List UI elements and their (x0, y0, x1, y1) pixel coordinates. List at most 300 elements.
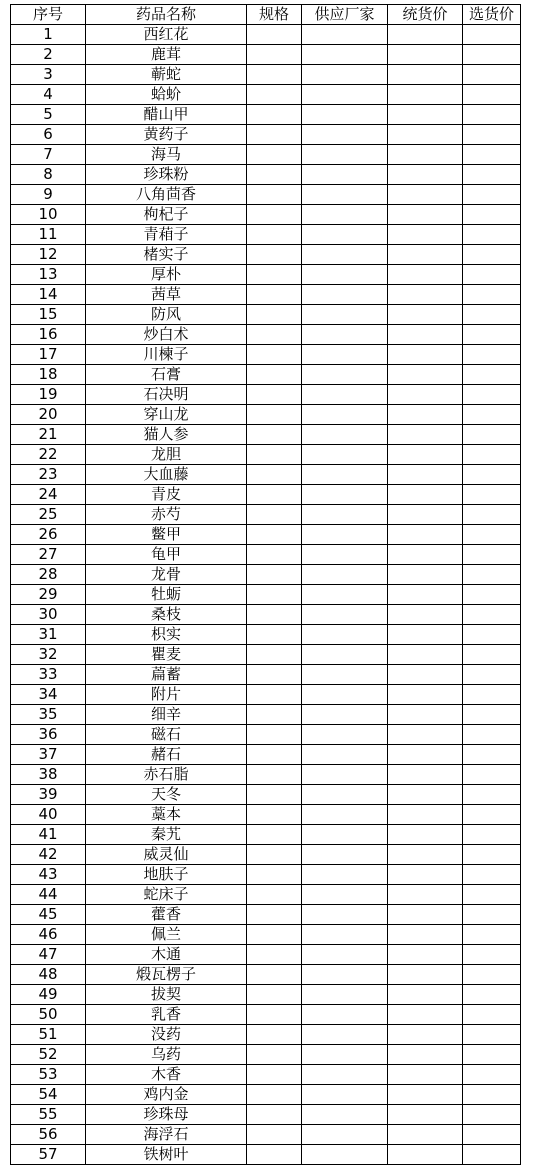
cell-selected-price[interactable] (463, 345, 521, 365)
cell-medicine-name[interactable]: 附片 (86, 685, 247, 705)
cell-selected-price[interactable] (463, 865, 521, 885)
cell-selected-price[interactable] (463, 325, 521, 345)
cell-serial-number[interactable]: 23 (11, 465, 86, 485)
cell-medicine-name[interactable]: 牡蛎 (86, 585, 247, 605)
cell-selected-price[interactable] (463, 1025, 521, 1045)
cell-selected-price[interactable] (463, 665, 521, 685)
cell-specification[interactable] (247, 165, 302, 185)
cell-serial-number[interactable]: 9 (11, 185, 86, 205)
cell-medicine-name[interactable]: 楮实子 (86, 245, 247, 265)
cell-unified-price[interactable] (388, 485, 463, 505)
cell-medicine-name[interactable]: 珍珠粉 (86, 165, 247, 185)
cell-unified-price[interactable] (388, 845, 463, 865)
cell-serial-number[interactable]: 49 (11, 985, 86, 1005)
cell-serial-number[interactable]: 1 (11, 25, 86, 45)
cell-unified-price[interactable] (388, 625, 463, 645)
cell-supplier[interactable] (302, 285, 388, 305)
cell-unified-price[interactable] (388, 785, 463, 805)
cell-specification[interactable] (247, 325, 302, 345)
cell-supplier[interactable] (302, 485, 388, 505)
cell-specification[interactable] (247, 985, 302, 1005)
cell-specification[interactable] (247, 605, 302, 625)
cell-specification[interactable] (247, 1045, 302, 1065)
cell-serial-number[interactable]: 14 (11, 285, 86, 305)
cell-unified-price[interactable] (388, 1065, 463, 1085)
cell-supplier[interactable] (302, 1045, 388, 1065)
cell-medicine-name[interactable]: 鸡内金 (86, 1085, 247, 1105)
cell-supplier[interactable] (302, 885, 388, 905)
cell-medicine-name[interactable]: 细辛 (86, 705, 247, 725)
cell-unified-price[interactable] (388, 1125, 463, 1145)
cell-medicine-name[interactable]: 乌药 (86, 1045, 247, 1065)
cell-serial-number[interactable]: 40 (11, 805, 86, 825)
cell-serial-number[interactable]: 33 (11, 665, 86, 685)
cell-medicine-name[interactable]: 磁石 (86, 725, 247, 745)
cell-supplier[interactable] (302, 705, 388, 725)
cell-supplier[interactable] (302, 465, 388, 485)
cell-specification[interactable] (247, 465, 302, 485)
cell-specification[interactable] (247, 1105, 302, 1125)
cell-medicine-name[interactable]: 木通 (86, 945, 247, 965)
cell-serial-number[interactable]: 30 (11, 605, 86, 625)
cell-selected-price[interactable] (463, 1045, 521, 1065)
cell-selected-price[interactable] (463, 725, 521, 745)
header-unified-price[interactable]: 统货价 (388, 5, 463, 25)
cell-medicine-name[interactable]: 珍珠母 (86, 1105, 247, 1125)
cell-specification[interactable] (247, 25, 302, 45)
cell-serial-number[interactable]: 52 (11, 1045, 86, 1065)
cell-unified-price[interactable] (388, 925, 463, 945)
cell-selected-price[interactable] (463, 885, 521, 905)
cell-medicine-name[interactable]: 防风 (86, 305, 247, 325)
cell-unified-price[interactable] (388, 605, 463, 625)
cell-unified-price[interactable] (388, 125, 463, 145)
cell-specification[interactable] (247, 925, 302, 945)
cell-specification[interactable] (247, 825, 302, 845)
cell-serial-number[interactable]: 35 (11, 705, 86, 725)
cell-specification[interactable] (247, 65, 302, 85)
cell-supplier[interactable] (302, 965, 388, 985)
cell-unified-price[interactable] (388, 25, 463, 45)
cell-specification[interactable] (247, 845, 302, 865)
cell-supplier[interactable] (302, 405, 388, 425)
cell-medicine-name[interactable]: 枳实 (86, 625, 247, 645)
cell-specification[interactable] (247, 585, 302, 605)
cell-medicine-name[interactable]: 厚朴 (86, 265, 247, 285)
cell-medicine-name[interactable]: 海马 (86, 145, 247, 165)
cell-selected-price[interactable] (463, 225, 521, 245)
cell-specification[interactable] (247, 745, 302, 765)
cell-medicine-name[interactable]: 赤芍 (86, 505, 247, 525)
cell-selected-price[interactable] (463, 65, 521, 85)
cell-serial-number[interactable]: 46 (11, 925, 86, 945)
cell-serial-number[interactable]: 39 (11, 785, 86, 805)
cell-medicine-name[interactable]: 威灵仙 (86, 845, 247, 865)
cell-serial-number[interactable]: 21 (11, 425, 86, 445)
cell-serial-number[interactable]: 51 (11, 1025, 86, 1045)
cell-serial-number[interactable]: 26 (11, 525, 86, 545)
cell-medicine-name[interactable]: 青葙子 (86, 225, 247, 245)
cell-medicine-name[interactable]: 赤石脂 (86, 765, 247, 785)
cell-selected-price[interactable] (463, 585, 521, 605)
cell-serial-number[interactable]: 28 (11, 565, 86, 585)
cell-unified-price[interactable] (388, 385, 463, 405)
cell-serial-number[interactable]: 7 (11, 145, 86, 165)
header-selected-price[interactable]: 选货价 (463, 5, 521, 25)
cell-supplier[interactable] (302, 745, 388, 765)
cell-supplier[interactable] (302, 365, 388, 385)
cell-serial-number[interactable]: 47 (11, 945, 86, 965)
cell-selected-price[interactable] (463, 745, 521, 765)
cell-selected-price[interactable] (463, 125, 521, 145)
cell-specification[interactable] (247, 685, 302, 705)
cell-supplier[interactable] (302, 845, 388, 865)
cell-specification[interactable] (247, 45, 302, 65)
cell-supplier[interactable] (302, 725, 388, 745)
cell-serial-number[interactable]: 43 (11, 865, 86, 885)
cell-unified-price[interactable] (388, 345, 463, 365)
cell-unified-price[interactable] (388, 945, 463, 965)
cell-supplier[interactable] (302, 105, 388, 125)
cell-serial-number[interactable]: 12 (11, 245, 86, 265)
cell-serial-number[interactable]: 15 (11, 305, 86, 325)
cell-serial-number[interactable]: 24 (11, 485, 86, 505)
cell-unified-price[interactable] (388, 905, 463, 925)
cell-specification[interactable] (247, 105, 302, 125)
cell-selected-price[interactable] (463, 365, 521, 385)
cell-specification[interactable] (247, 505, 302, 525)
cell-specification[interactable] (247, 385, 302, 405)
cell-specification[interactable] (247, 945, 302, 965)
cell-selected-price[interactable] (463, 25, 521, 45)
cell-unified-price[interactable] (388, 1025, 463, 1045)
cell-supplier[interactable] (302, 565, 388, 585)
cell-medicine-name[interactable]: 拔契 (86, 985, 247, 1005)
cell-unified-price[interactable] (388, 565, 463, 585)
cell-supplier[interactable] (302, 1125, 388, 1145)
cell-serial-number[interactable]: 31 (11, 625, 86, 645)
cell-supplier[interactable] (302, 145, 388, 165)
cell-medicine-name[interactable]: 黄药子 (86, 125, 247, 145)
cell-specification[interactable] (247, 485, 302, 505)
cell-supplier[interactable] (302, 545, 388, 565)
cell-specification[interactable] (247, 85, 302, 105)
cell-unified-price[interactable] (388, 1105, 463, 1125)
cell-specification[interactable] (247, 185, 302, 205)
cell-serial-number[interactable]: 34 (11, 685, 86, 705)
cell-unified-price[interactable] (388, 225, 463, 245)
cell-serial-number[interactable]: 48 (11, 965, 86, 985)
cell-serial-number[interactable]: 41 (11, 825, 86, 845)
cell-serial-number[interactable]: 57 (11, 1145, 86, 1165)
cell-medicine-name[interactable]: 龙骨 (86, 565, 247, 585)
cell-serial-number[interactable]: 11 (11, 225, 86, 245)
cell-specification[interactable] (247, 1065, 302, 1085)
cell-selected-price[interactable] (463, 165, 521, 185)
cell-supplier[interactable] (302, 785, 388, 805)
cell-serial-number[interactable]: 27 (11, 545, 86, 565)
cell-unified-price[interactable] (388, 665, 463, 685)
cell-medicine-name[interactable]: 地肤子 (86, 865, 247, 885)
cell-medicine-name[interactable]: 木香 (86, 1065, 247, 1085)
cell-supplier[interactable] (302, 325, 388, 345)
header-specification[interactable]: 规格 (247, 5, 302, 25)
cell-serial-number[interactable]: 2 (11, 45, 86, 65)
cell-specification[interactable] (247, 285, 302, 305)
cell-selected-price[interactable] (463, 1065, 521, 1085)
cell-medicine-name[interactable]: 桑枝 (86, 605, 247, 625)
cell-unified-price[interactable] (388, 865, 463, 885)
cell-supplier[interactable] (302, 125, 388, 145)
cell-supplier[interactable] (302, 825, 388, 845)
cell-supplier[interactable] (302, 945, 388, 965)
cell-serial-number[interactable]: 55 (11, 1105, 86, 1125)
cell-specification[interactable] (247, 1125, 302, 1145)
cell-unified-price[interactable] (388, 1045, 463, 1065)
cell-specification[interactable] (247, 145, 302, 165)
cell-unified-price[interactable] (388, 365, 463, 385)
cell-unified-price[interactable] (388, 705, 463, 725)
cell-serial-number[interactable]: 36 (11, 725, 86, 745)
cell-unified-price[interactable] (388, 65, 463, 85)
cell-specification[interactable] (247, 905, 302, 925)
cell-specification[interactable] (247, 345, 302, 365)
cell-medicine-name[interactable]: 蛇床子 (86, 885, 247, 905)
cell-supplier[interactable] (302, 665, 388, 685)
cell-medicine-name[interactable]: 蛤蚧 (86, 85, 247, 105)
cell-supplier[interactable] (302, 645, 388, 665)
cell-unified-price[interactable] (388, 525, 463, 545)
cell-selected-price[interactable] (463, 445, 521, 465)
cell-supplier[interactable] (302, 65, 388, 85)
cell-unified-price[interactable] (388, 105, 463, 125)
cell-medicine-name[interactable]: 西红花 (86, 25, 247, 45)
cell-selected-price[interactable] (463, 765, 521, 785)
cell-medicine-name[interactable]: 天冬 (86, 785, 247, 805)
cell-selected-price[interactable] (463, 685, 521, 705)
cell-specification[interactable] (247, 865, 302, 885)
cell-selected-price[interactable] (463, 965, 521, 985)
cell-selected-price[interactable] (463, 265, 521, 285)
cell-supplier[interactable] (302, 1005, 388, 1025)
cell-selected-price[interactable] (463, 105, 521, 125)
cell-medicine-name[interactable]: 石膏 (86, 365, 247, 385)
cell-serial-number[interactable]: 56 (11, 1125, 86, 1145)
cell-unified-price[interactable] (388, 1085, 463, 1105)
cell-specification[interactable] (247, 225, 302, 245)
cell-supplier[interactable] (302, 445, 388, 465)
cell-specification[interactable] (247, 425, 302, 445)
cell-supplier[interactable] (302, 505, 388, 525)
cell-unified-price[interactable] (388, 885, 463, 905)
cell-medicine-name[interactable]: 海浮石 (86, 1125, 247, 1145)
cell-unified-price[interactable] (388, 405, 463, 425)
cell-unified-price[interactable] (388, 185, 463, 205)
header-serial-number[interactable]: 序号 (11, 5, 86, 25)
cell-supplier[interactable] (302, 625, 388, 645)
cell-unified-price[interactable] (388, 745, 463, 765)
cell-specification[interactable] (247, 365, 302, 385)
cell-selected-price[interactable] (463, 405, 521, 425)
cell-specification[interactable] (247, 545, 302, 565)
header-medicine-name[interactable]: 药品名称 (86, 5, 247, 25)
cell-supplier[interactable] (302, 805, 388, 825)
cell-medicine-name[interactable]: 鹿茸 (86, 45, 247, 65)
cell-serial-number[interactable]: 54 (11, 1085, 86, 1105)
cell-selected-price[interactable] (463, 185, 521, 205)
cell-serial-number[interactable]: 18 (11, 365, 86, 385)
cell-selected-price[interactable] (463, 905, 521, 925)
cell-specification[interactable] (247, 245, 302, 265)
cell-specification[interactable] (247, 405, 302, 425)
cell-medicine-name[interactable]: 佩兰 (86, 925, 247, 945)
cell-selected-price[interactable] (463, 785, 521, 805)
cell-selected-price[interactable] (463, 645, 521, 665)
cell-unified-price[interactable] (388, 85, 463, 105)
cell-selected-price[interactable] (463, 805, 521, 825)
cell-medicine-name[interactable]: 大血藤 (86, 465, 247, 485)
cell-medicine-name[interactable]: 藁本 (86, 805, 247, 825)
cell-serial-number[interactable]: 53 (11, 1065, 86, 1085)
cell-unified-price[interactable] (388, 585, 463, 605)
cell-specification[interactable] (247, 205, 302, 225)
cell-supplier[interactable] (302, 345, 388, 365)
cell-medicine-name[interactable]: 龟甲 (86, 545, 247, 565)
cell-unified-price[interactable] (388, 1005, 463, 1025)
cell-specification[interactable] (247, 965, 302, 985)
cell-selected-price[interactable] (463, 625, 521, 645)
cell-serial-number[interactable]: 5 (11, 105, 86, 125)
cell-specification[interactable] (247, 885, 302, 905)
cell-medicine-name[interactable]: 乳香 (86, 1005, 247, 1025)
cell-specification[interactable] (247, 1085, 302, 1105)
cell-selected-price[interactable] (463, 1005, 521, 1025)
cell-serial-number[interactable]: 45 (11, 905, 86, 925)
cell-supplier[interactable] (302, 185, 388, 205)
cell-unified-price[interactable] (388, 645, 463, 665)
cell-selected-price[interactable] (463, 925, 521, 945)
cell-serial-number[interactable]: 22 (11, 445, 86, 465)
cell-supplier[interactable] (302, 425, 388, 445)
cell-specification[interactable] (247, 265, 302, 285)
cell-serial-number[interactable]: 42 (11, 845, 86, 865)
cell-selected-price[interactable] (463, 425, 521, 445)
cell-selected-price[interactable] (463, 145, 521, 165)
cell-specification[interactable] (247, 645, 302, 665)
cell-supplier[interactable] (302, 1105, 388, 1125)
cell-supplier[interactable] (302, 165, 388, 185)
cell-serial-number[interactable]: 50 (11, 1005, 86, 1025)
cell-specification[interactable] (247, 445, 302, 465)
cell-supplier[interactable] (302, 1065, 388, 1085)
cell-medicine-name[interactable]: 青皮 (86, 485, 247, 505)
cell-specification[interactable] (247, 305, 302, 325)
cell-selected-price[interactable] (463, 605, 521, 625)
header-supplier[interactable]: 供应厂家 (302, 5, 388, 25)
cell-medicine-name[interactable]: 龙胆 (86, 445, 247, 465)
cell-medicine-name[interactable]: 八角茴香 (86, 185, 247, 205)
cell-specification[interactable] (247, 525, 302, 545)
cell-selected-price[interactable] (463, 45, 521, 65)
cell-unified-price[interactable] (388, 825, 463, 845)
cell-unified-price[interactable] (388, 165, 463, 185)
cell-selected-price[interactable] (463, 1085, 521, 1105)
cell-medicine-name[interactable]: 萹蓄 (86, 665, 247, 685)
cell-unified-price[interactable] (388, 985, 463, 1005)
cell-selected-price[interactable] (463, 505, 521, 525)
cell-medicine-name[interactable]: 铁树叶 (86, 1145, 247, 1165)
cell-supplier[interactable] (302, 85, 388, 105)
cell-serial-number[interactable]: 17 (11, 345, 86, 365)
cell-unified-price[interactable] (388, 205, 463, 225)
cell-unified-price[interactable] (388, 725, 463, 745)
cell-selected-price[interactable] (463, 825, 521, 845)
cell-supplier[interactable] (302, 765, 388, 785)
cell-selected-price[interactable] (463, 305, 521, 325)
cell-serial-number[interactable]: 3 (11, 65, 86, 85)
cell-serial-number[interactable]: 19 (11, 385, 86, 405)
cell-unified-price[interactable] (388, 965, 463, 985)
cell-selected-price[interactable] (463, 525, 521, 545)
cell-selected-price[interactable] (463, 705, 521, 725)
cell-medicine-name[interactable]: 枸杞子 (86, 205, 247, 225)
cell-medicine-name[interactable]: 蕲蛇 (86, 65, 247, 85)
cell-supplier[interactable] (302, 25, 388, 45)
cell-supplier[interactable] (302, 45, 388, 65)
cell-supplier[interactable] (302, 685, 388, 705)
cell-supplier[interactable] (302, 245, 388, 265)
cell-unified-price[interactable] (388, 245, 463, 265)
cell-selected-price[interactable] (463, 85, 521, 105)
cell-medicine-name[interactable]: 鳖甲 (86, 525, 247, 545)
cell-supplier[interactable] (302, 605, 388, 625)
cell-medicine-name[interactable]: 瞿麦 (86, 645, 247, 665)
cell-unified-price[interactable] (388, 425, 463, 445)
cell-unified-price[interactable] (388, 1145, 463, 1165)
cell-specification[interactable] (247, 705, 302, 725)
cell-specification[interactable] (247, 765, 302, 785)
cell-medicine-name[interactable]: 藿香 (86, 905, 247, 925)
cell-specification[interactable] (247, 625, 302, 645)
cell-supplier[interactable] (302, 305, 388, 325)
cell-serial-number[interactable]: 38 (11, 765, 86, 785)
cell-selected-price[interactable] (463, 1125, 521, 1145)
cell-medicine-name[interactable]: 猫人参 (86, 425, 247, 445)
cell-supplier[interactable] (302, 525, 388, 545)
cell-selected-price[interactable] (463, 545, 521, 565)
cell-supplier[interactable] (302, 905, 388, 925)
cell-supplier[interactable] (302, 265, 388, 285)
cell-serial-number[interactable]: 16 (11, 325, 86, 345)
cell-supplier[interactable] (302, 385, 388, 405)
cell-specification[interactable] (247, 125, 302, 145)
cell-specification[interactable] (247, 1005, 302, 1025)
cell-serial-number[interactable]: 13 (11, 265, 86, 285)
cell-selected-price[interactable] (463, 245, 521, 265)
cell-medicine-name[interactable]: 没药 (86, 1025, 247, 1045)
cell-unified-price[interactable] (388, 325, 463, 345)
cell-specification[interactable] (247, 805, 302, 825)
cell-serial-number[interactable]: 10 (11, 205, 86, 225)
cell-specification[interactable] (247, 665, 302, 685)
cell-serial-number[interactable]: 29 (11, 585, 86, 605)
cell-selected-price[interactable] (463, 205, 521, 225)
cell-specification[interactable] (247, 725, 302, 745)
cell-unified-price[interactable] (388, 285, 463, 305)
cell-supplier[interactable] (302, 985, 388, 1005)
cell-unified-price[interactable] (388, 685, 463, 705)
cell-unified-price[interactable] (388, 305, 463, 325)
